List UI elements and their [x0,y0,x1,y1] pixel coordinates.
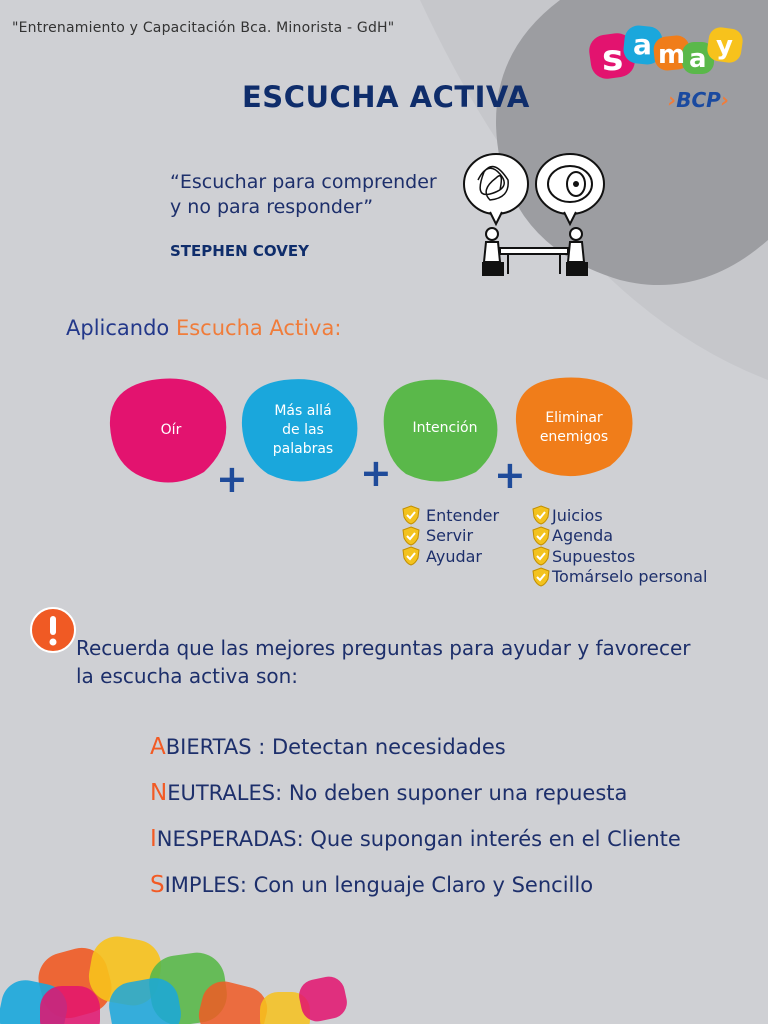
question-type-simples: SIMPLES: Con un lenguaje Claro y Sencillo [150,872,594,898]
step-label-intencion: Intención [412,419,478,436]
bcp-logo-text: BCP [676,88,721,112]
samay-letter-m: m [658,40,686,70]
page-title: ESCUCHA ACTIVA [242,80,530,114]
alert-icon [30,607,76,653]
header-note: "Entrenamiento y Capacitación Bca. Minorista - GdH" [12,20,395,36]
samay-letter-a2: a [689,44,707,74]
samay-letter-a1: a [633,28,652,61]
list-item: Entender [402,505,499,526]
samay-letter-y: y [716,31,733,61]
samay-logo [588,24,748,84]
applying-prefix: Aplicando [66,316,176,340]
list-item: Supuestos [532,546,707,567]
listening-illustration [460,150,610,280]
plus-icon: + [494,453,526,497]
remember-text [76,634,736,690]
applying-heading [66,316,341,340]
quote-line-2: y no para responder” [170,196,374,218]
shield-check-icon [532,546,550,566]
quote [170,170,470,220]
samay-letter-s: s [602,38,624,79]
applying-highlight: Escucha Activa: [175,316,342,340]
shield-check-icon [402,546,420,566]
intention-list [402,505,499,567]
shield-check-icon [532,526,550,546]
step-label-mas-alla: Más allá de las palabras [272,402,334,457]
plus-icon: + [360,451,392,495]
quote-author: STEPHEN COVEY [170,242,309,260]
enemies-list [532,505,707,587]
step-label-eliminar: Eliminar enemigos [539,410,609,445]
quote-line-1: “Escuchar para comprender [170,171,437,193]
shield-check-icon [402,505,420,525]
list-item: Juicios [532,505,707,526]
shield-check-icon [532,505,550,525]
list-item: Tomárselo personal [532,567,707,588]
shield-check-icon [532,567,550,587]
question-type-inesperadas: INESPERADAS: Que supongan interés en el Cliente [150,826,681,852]
list-item: Ayudar [402,546,499,567]
question-type-neutrales: NEUTRALES: No deben suponer una repuesta [150,780,628,806]
list-item: Servir [402,526,499,547]
question-type-abiertas: ABIERTAS : Detectan necesidades [150,734,506,760]
decorative-shapes [0,930,360,1024]
bcp-logo: ›BCP› [668,88,730,112]
remember-line-2: la escucha activa son: [76,664,299,688]
remember-line-1: Recuerda que las mejores preguntas para ayudar y favorecer [76,636,691,660]
plus-icon: + [216,457,248,501]
step-label-oir: Oír [160,421,182,438]
list-item: Agenda [532,526,707,547]
shield-check-icon [402,526,420,546]
